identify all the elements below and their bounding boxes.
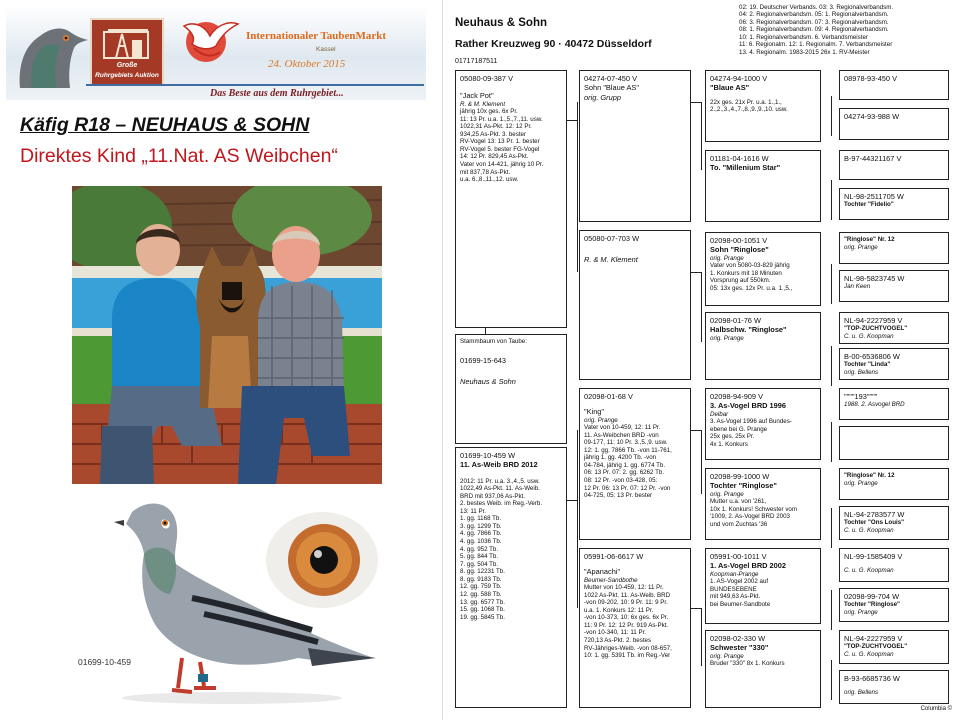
pedigree-gg-13 xyxy=(839,548,949,582)
result-row: 12. gg. 588 Tb. xyxy=(460,590,502,598)
g2-ring: 01181-04-1616 W xyxy=(710,154,769,163)
gg-ring: B-97-44321167 V xyxy=(844,154,902,163)
mother-line: 04-784, jährig 1. gg. 6774 Tb. xyxy=(584,461,666,469)
pedigree-g7 xyxy=(705,548,821,624)
banner-slogan: Das Beste aus dem Ruhrgebiet... xyxy=(210,88,344,99)
gg-ring: NL-98-5823745 W xyxy=(844,274,905,283)
stamm-ring: 01699-15-643 xyxy=(460,355,507,365)
pedigree-results xyxy=(739,4,955,56)
fm-ring: 05080-07-703 W xyxy=(584,234,640,243)
gg-sub: Jan Keen xyxy=(844,283,871,291)
father-line: RV-Vogel 13: 13 Pr. 1. bester xyxy=(460,138,540,146)
mother-ring: 02098-01-68 V xyxy=(584,392,633,401)
pedigree-gg-3 xyxy=(839,150,949,180)
mf-breeder: Beumer-Sandbothe xyxy=(584,576,638,584)
result-row: 4. gg. 952 Tb. xyxy=(460,545,499,553)
father-ring: 05080-09-387 V xyxy=(460,74,514,83)
pedigree-gg-7 xyxy=(839,312,949,344)
father-line: 1022,31 As-Pkt. 12: 12 Pr. xyxy=(460,123,532,131)
pedigree-g1 xyxy=(705,70,821,142)
pedigree-mother xyxy=(579,388,691,540)
gg-ring: """"193"""" xyxy=(844,392,878,401)
subject-name: 11. As-Weib BRD 2012 xyxy=(460,460,538,470)
mf-line: 10: 1. gg. 5391 Tb. im Reg.-Ver xyxy=(584,652,671,660)
g8-breeder: orig. Prange xyxy=(710,652,744,660)
result-row: 1. gg. 1168 Tb. xyxy=(460,515,502,523)
father-line: 11: 13 Pr. u.a. 1.,5.,7.,11. usw. xyxy=(460,115,543,123)
pedigree-sheet xyxy=(442,0,960,720)
stamm-owner: Neuhaus & Sohn xyxy=(460,376,516,386)
event-title: Internationaler TaubenMarkt xyxy=(246,30,387,42)
g6-breeder: orig. Prange xyxy=(710,490,744,498)
gg-sub: orig. Prange xyxy=(844,243,878,251)
result-line: 10: 1. Regionalverbandsm. 6. Verbandsmeister xyxy=(739,33,868,41)
g7-line: BUNDESEBENE xyxy=(710,585,757,593)
g5-line: 4x 1. Konkurs xyxy=(710,440,748,448)
g5-line: 25x ges. 25x Pr. xyxy=(710,433,755,441)
pedigree-address: Rather Kreuzweg 90 · 40472 Düsseldorf xyxy=(455,38,652,50)
mf-line: -von 09-202, 10: 9 Pr. 11: 9 Pr. xyxy=(584,599,668,607)
pedigree-gg-4 xyxy=(839,188,949,220)
g7-line: 1. AS-Vogel 2002 auf xyxy=(710,578,769,586)
father-line: jährig 10x ges. 6x Pr. xyxy=(460,108,518,116)
g6-name: Tochter "Ringlose" xyxy=(710,481,777,491)
result-row: 19. gg. 5845 Tb. xyxy=(460,613,505,621)
mf-line: u.a. 1. Konkurs 12: 11 Pr. xyxy=(584,606,654,614)
gg-ring: NL-98-2511705 W xyxy=(844,192,904,201)
g7-name: 1. As-Vogel BRD 2002 xyxy=(710,561,786,571)
g7-breeder: Koopman-Prange xyxy=(710,570,759,578)
father-line: RV-Vogel 5. bester FG-Vogel xyxy=(460,145,540,153)
subject-line: BRD mit 937,06 As-Pkt. xyxy=(460,492,525,500)
gg-name: Tochter "Fidelio" xyxy=(844,201,894,209)
mother-line: 12 Pr. 06: 13 Pr. 07: 12 Pr. -von xyxy=(584,484,671,492)
result-row: 4. gg. 1036 Tb. xyxy=(460,538,502,545)
pedigree-gg-16 xyxy=(839,670,949,704)
father-line: 934,25 As-Pkt. 3. bester xyxy=(460,130,527,138)
mf-name: "Apanachi" xyxy=(584,567,621,577)
g8-ring: 02098-02-330 W xyxy=(710,634,766,643)
g3-name: Sohn "Ringlose" xyxy=(710,245,769,255)
g3-line: Vater von 5080-03-829 jährig xyxy=(710,262,790,270)
mf-line: RV-Jähriges-Weib. -von 08-657, xyxy=(584,644,672,652)
gg-name: Tochter "Ons Louis" xyxy=(844,519,905,527)
gg-sub: orig. Prange xyxy=(844,479,878,487)
pedigree-subject-label xyxy=(455,334,567,444)
subject-ring: 01699-10-459 W xyxy=(460,451,516,460)
gg-sub: C. u. G. Koopman xyxy=(844,567,894,575)
g8-name: Schwester "330" xyxy=(710,643,769,653)
result-line: 13. 4. Regionalm. 1983-2015 26x 1. RV-Meister xyxy=(739,48,870,56)
pigeon-eye-photo xyxy=(262,508,382,612)
result-row: 8. gg. 12231 Tb. xyxy=(460,568,505,576)
result-row: 8. gg. 9183 Tb. xyxy=(460,575,502,583)
cage-title: Käfig R18 – NEUHAUS & SOHN xyxy=(20,114,310,136)
gg-ring: NL-94-2227959 V xyxy=(844,316,903,325)
father-breeder: R. & M. Klement xyxy=(460,100,506,108)
result-row: 15. gg. 1068 Tb. xyxy=(460,606,505,614)
fm-breeder: R. & M. Klement xyxy=(584,255,638,265)
offer-subtitle: Direktes Kind „11.Nat. AS Weibchen“ xyxy=(20,145,338,167)
result-line: 04: 2. Regionalverbandsm. 05: 1. Regionalverbandsm. xyxy=(739,11,889,19)
g4-breeder: orig. Prange xyxy=(710,334,744,342)
gg-ring: B-00-6536806 W xyxy=(844,352,900,361)
pedigree-g8 xyxy=(705,630,821,708)
gg-ring: B-93-6685736 W xyxy=(844,674,900,683)
gg-name: "Ringlose" Nr. 12 xyxy=(844,472,895,479)
gg-sub: orig. Bellens xyxy=(844,368,879,376)
mf-line: Mutter von 10-459, 12: 11 Pr. xyxy=(584,584,664,592)
result-line: 06: 3. Regionalverbandsm. 07: 3. Regionalverbandsm. xyxy=(739,18,889,26)
mf-ring: 05991-06-6617 W xyxy=(584,552,644,561)
result-row: 13. gg. 6577 Tb. xyxy=(460,598,505,606)
pedigree-gg-2 xyxy=(839,108,949,140)
pigeon-photo-ring: 01699-10-459 xyxy=(78,657,131,667)
g5-line: 3. As-Vogel 1996 auf Bundes- xyxy=(710,418,792,426)
pedigree-g2 xyxy=(705,150,821,222)
gg-sub: C. u. G. Koopman xyxy=(844,526,894,534)
pedigree-phone: 01717187511 xyxy=(455,58,498,65)
g6-line: Mutter u.a. von '261, xyxy=(710,498,767,506)
pedigree-gg-11 xyxy=(839,468,949,500)
gg-sub: 1988. 2. Asvogel BRD xyxy=(844,401,905,409)
result-line: 02: 19. Deutscher Verbands. 03: 3. Regionalverbandsm. xyxy=(739,4,894,11)
pedigree-pigeon-subject xyxy=(455,447,567,708)
subject-line: 13: 11 Pr. xyxy=(460,507,487,515)
father-line: u.a. 6.,8.,11.,12. usw. xyxy=(460,176,519,184)
ff-breeder: orig. Grupp xyxy=(584,92,621,102)
ff-ring: 04274-07-450 V xyxy=(584,74,638,83)
pedigree-gg-9 xyxy=(839,388,949,420)
badge-line-1: Große xyxy=(116,62,138,69)
subject-line: 2012: 11 Pr. u.a. 3.,4.,5. usw. xyxy=(460,477,540,485)
gg-sub: orig. Bellens xyxy=(844,689,879,697)
father-line: 14: 12 Pr. 829,45 As-Pkt. xyxy=(460,153,529,161)
pedigree-gg-12 xyxy=(839,506,949,540)
mother-line: 12: 1. gg. 7866 Tb. -von 11-761, xyxy=(584,446,672,454)
g3-ring: 02098-00-1051 V xyxy=(710,236,768,245)
pedigree-gg-10 xyxy=(839,426,949,460)
gg-sub: C. u. G. Koopman xyxy=(844,650,894,658)
pedigree-fm xyxy=(579,230,691,380)
result-row: 12. gg. 759 Tb. xyxy=(460,583,502,591)
pedigree-gg-6 xyxy=(839,270,949,302)
owners-photo xyxy=(72,186,382,484)
pedigree-footer: Columbia © xyxy=(920,706,952,712)
gg-ring: 02098-99-704 W xyxy=(844,592,900,601)
event-city: Kassel xyxy=(316,46,336,53)
pedigree-g6 xyxy=(705,468,821,540)
gg-name: Tochter "Ringlose" xyxy=(844,601,900,609)
gg-name: "TOP-ZUCHTVOGEL" xyxy=(844,643,908,651)
pedigree-mf xyxy=(579,548,691,708)
pedigree-ff xyxy=(579,70,691,222)
mf-line: -von 10-340, 11: 11 Pr. xyxy=(584,629,647,637)
mother-line: Vater von 10-459, 12: 11 Pr. xyxy=(584,424,661,432)
g5-ring: 02098-94-909 V xyxy=(710,392,764,401)
dove-logo-icon xyxy=(176,14,242,66)
result-row: 7. gg. 504 Tb. xyxy=(460,560,499,568)
g6-line: und vom Zuchtas '36 xyxy=(710,520,768,528)
mother-line: jährig 1. gg. 4200 Tb. -von xyxy=(584,454,657,462)
ff-name: Sohn "Blaue AS" xyxy=(584,83,639,93)
g1-ring: 04274-94-1000 V xyxy=(710,74,768,83)
pedigree-g4 xyxy=(705,312,821,380)
subject-line: 1022,49 As-Pkt. 11. As-Weib. xyxy=(460,485,540,493)
auction-logo xyxy=(90,18,164,86)
result-line: 11: 6. Regionalm. 12: 1. Regionalm. 7. Verbandsmeister xyxy=(739,41,893,49)
g3-line: 1. Konkurs mit 18 Minuten xyxy=(710,269,782,277)
pedigree-owner: Neuhaus & Sohn xyxy=(455,17,548,29)
g1-name: "Blaue AS" xyxy=(710,83,750,93)
pigeon-head-icon xyxy=(10,16,92,88)
gg-name: "TOP-ZUCHTVOGEL" xyxy=(844,325,908,333)
gg-name: Tochter "Linda" xyxy=(844,361,891,369)
mother-line: 09-177, 11: 10 Pr. 3.,5.,9. usw. xyxy=(584,439,668,447)
g2-name: To. "Millenium Star" xyxy=(710,163,781,173)
mother-breeder: orig. Prange xyxy=(584,416,618,424)
g5-name: 3. As-Vogel BRD 1996 xyxy=(710,401,786,411)
pedigree-father xyxy=(455,70,567,328)
g3-breeder: orig. Prange xyxy=(710,254,744,262)
mf-line: 720,13 As-Pkt. 2. bestes xyxy=(584,637,652,644)
pedigree-gg-1 xyxy=(839,70,949,100)
father-line: Vater von 14-421, jährig 10 Pr. xyxy=(460,161,544,168)
mf-line: 1022 As-Pkt. 11. As-Weib. BRD xyxy=(584,591,671,599)
gg-sub: orig. Prange xyxy=(844,608,878,616)
g7-line: mit 949,63 As-Pkt. xyxy=(710,593,761,601)
result-row: 5. gg. 844 Tb. xyxy=(460,553,499,561)
mother-line: 06: 13 Pr. 07: 2. gg. 6262 Tb. xyxy=(584,469,665,477)
father-line: mit 837,78 As-Pkt. xyxy=(460,168,511,176)
g7-line: bei Beumer-Sandbote xyxy=(710,600,771,608)
g3-line: 05: 13x ges. 12x Pr. u.a. 1.,5., xyxy=(710,284,793,292)
pedigree-gg-8 xyxy=(839,348,949,380)
mf-line: -von 10-373, 10: 6x ges. 6x Pr. xyxy=(584,614,669,622)
mine-tower-icon xyxy=(102,24,154,60)
event-date: 24. Oktober 2015 xyxy=(268,58,346,70)
mother-line: 08: 12 Pr. -von 03-428, 05: xyxy=(584,477,658,484)
banner xyxy=(6,6,426,100)
badge-line-2: Ruhrgebiets Auktion xyxy=(95,72,159,79)
result-row: 3. gg. 1299 Tb. xyxy=(460,522,502,530)
g8-line: Bruder "330" 8x 1. Konkurs xyxy=(710,660,785,668)
subject-line: 2. bestes Weib. im Reg.-Verb. xyxy=(460,500,543,508)
g6-line: '1009, 2. As-Vogel BRD 2003 xyxy=(710,513,790,521)
g5-line: ebene bei G. Prange xyxy=(710,425,768,433)
g6-ring: 02098-99-1000 W xyxy=(710,472,770,481)
pedigree-gg-15 xyxy=(839,630,949,664)
g5-breeder: Delbar xyxy=(710,410,729,418)
stamm-label: Stammbaum von Taube: xyxy=(460,338,527,345)
mother-name: "King" xyxy=(584,407,605,417)
mother-line: 11. As-Weibchen BRD -von xyxy=(584,431,659,439)
gg-ring: 04274-93-988 W xyxy=(844,112,900,121)
father-name: "Jack Pot" xyxy=(460,91,494,101)
result-line: 08: 1. Regionalverbandsm. 09: 4. Regionalverbandsm. xyxy=(739,26,889,34)
pedigree-g5 xyxy=(705,388,821,460)
g4-ring: 02098-01-76 W xyxy=(710,316,761,325)
gg-ring: 08978-93-450 V xyxy=(844,74,898,83)
mf-line: 11: 9 Pr. 12: 12 Pr. 919 As-Pkt. xyxy=(584,621,669,629)
g6-line: 10x 1. Konkurs! Schwester vom xyxy=(710,505,798,513)
pedigree-gg-5 xyxy=(839,232,949,264)
mother-line: 04-725, 05: 13 Pr. bester xyxy=(584,492,653,500)
gg-ring: NL-94-2227959 V xyxy=(844,634,903,643)
gg-ring: NL-99-1585409 V xyxy=(844,552,903,561)
g1-line: 2.,2.,3.,4.,7.,8.,9.,9.,10. usw. xyxy=(710,106,788,114)
g4-name: Halbschw. "Ringlose" xyxy=(710,325,787,335)
gg-sub: C. u. G. Koopman xyxy=(844,332,894,340)
gg-ring: NL-94-2783577 W xyxy=(844,510,905,519)
pedigree-g3 xyxy=(705,232,821,306)
g1-line: 22x ges. 21x Pr. u.a. 1.,1., xyxy=(710,98,782,106)
pedigree-gg-14 xyxy=(839,588,949,622)
g3-line: Vorsprung auf 550km. xyxy=(710,277,771,285)
gg-name: "Ringlose" Nr. 12 xyxy=(844,236,895,243)
g7-ring: 05991-00-1011 V xyxy=(710,552,767,561)
result-row: 4. gg. 7866 Tb. xyxy=(460,530,502,538)
